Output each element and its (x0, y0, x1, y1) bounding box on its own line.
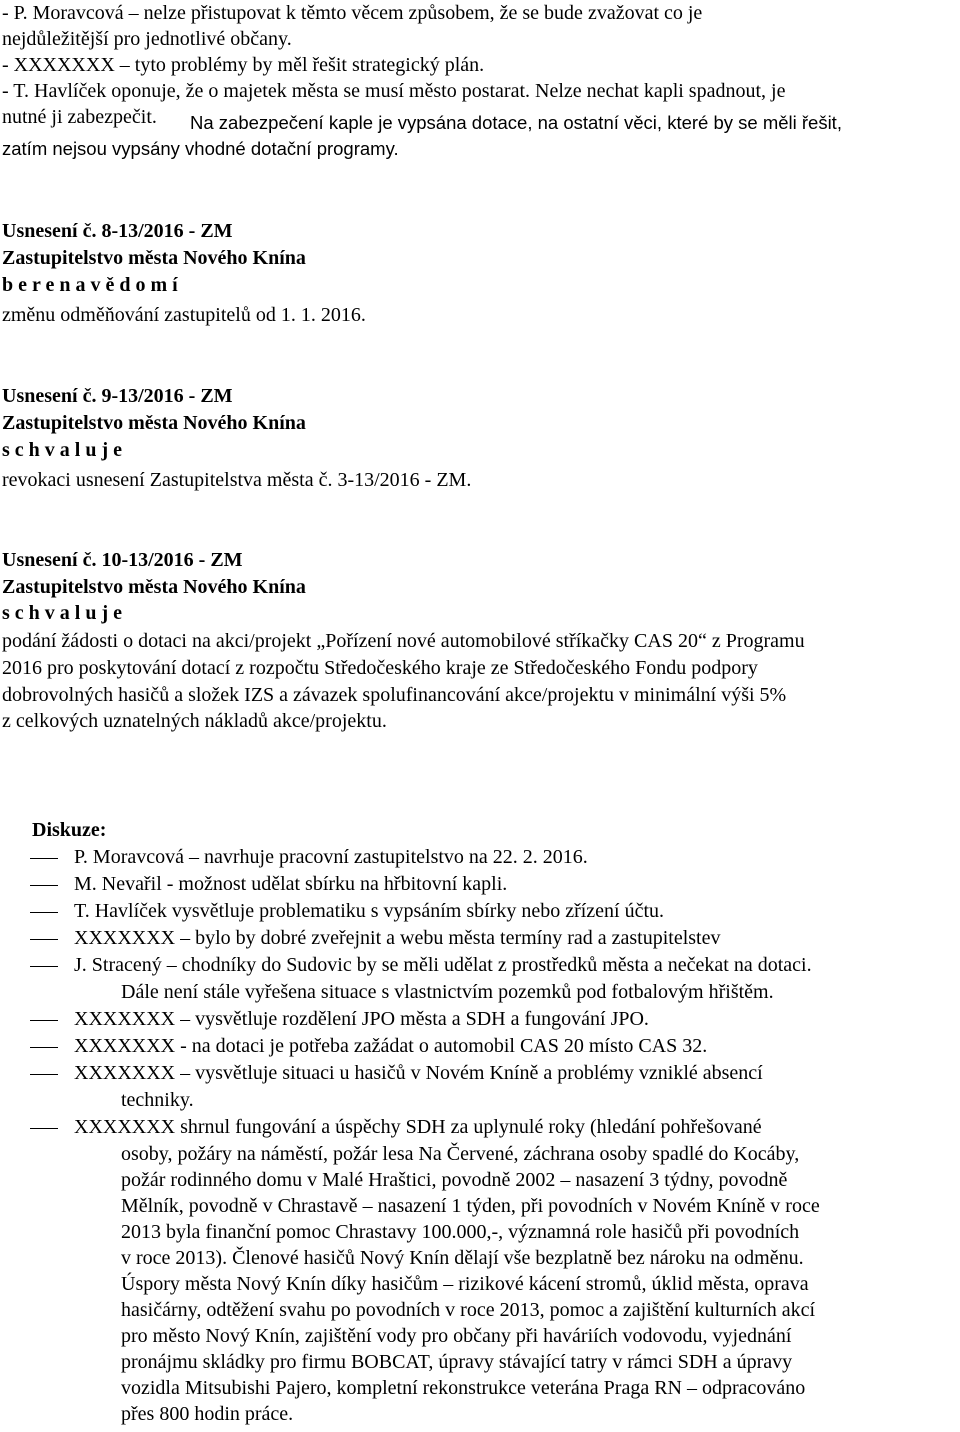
discussion-item: XXXXXXX - na dotaci je potřeba zažádat o automobil CAS 20 místo CAS 32. (74, 1035, 708, 1057)
discussion-item-continuation: techniky. (121, 1089, 194, 1111)
list-bullet (30, 1128, 58, 1129)
resolution-verb: s c h v a l u j e (2, 602, 122, 624)
discussion-item-continuation: vozidla Mitsubishi Pajero, kompletní rekonstrukce veterána Praga RN – odpracováno (121, 1377, 806, 1399)
resolution-number: Usnesení č. 9-13/2016 - ZM (2, 385, 233, 407)
discussion-item-continuation: Úspory města Nový Knín díky hasičům – rizikové kácení stromů, úklid města, oprava (121, 1273, 809, 1295)
discussion-item: XXXXXXX shrnul fungování a úspěchy SDH za uplynulé roky (hledání pohřešované (74, 1116, 762, 1138)
intro-line: zatím nejsou vypsány vhodné dotační programy. (2, 138, 399, 159)
resolution-text: z celkových uznatelných nákladů akce/projektu. (2, 710, 387, 732)
intro-line: nutné ji zabezpečit. (2, 106, 157, 128)
list-bullet (30, 885, 58, 886)
discussion-item: T. Havlíček vysvětluje problematiku s vypsáním sbírky nebo zřízení účtu. (74, 900, 665, 922)
list-bullet (30, 1074, 58, 1075)
list-bullet (30, 1047, 58, 1048)
discussion-item: M. Nevařil - možnost udělat sbírku na hřbitovní kapli. (74, 873, 508, 895)
resolution-verb: b e r e n a v ě d o m í (2, 274, 178, 296)
discussion-item-continuation: 2013 byla finanční pomoc Chrastavy 100.000,-, významná role hasičů při povodních (121, 1221, 800, 1243)
resolution-text: změnu odměňování zastupitelů od 1. 1. 2016. (2, 304, 366, 326)
resolution-body: Zastupitelstvo města Nového Knína (2, 412, 306, 434)
resolution-text: dobrovolných hasičů a složek IZS a závazek spolufinancování akce/projektu v minimální výši 5% (2, 684, 787, 706)
intro-line: - T. Havlíček oponuje, že o majetek města se musí město postarat. Nelze nechat kapli spadnout, je (2, 80, 786, 102)
resolution-number: Usnesení č. 10-13/2016 - ZM (2, 549, 243, 571)
discussion-heading: Diskuze: (32, 819, 107, 841)
discussion-item: XXXXXXX – vysvětluje situaci u hasičů v Novém Kníně a problémy vzniklé absencí (74, 1062, 763, 1084)
discussion-item-continuation: Dále není stále vyřešena situace s vlastnictvím pozemků pod fotbalovým hřištěm. (121, 981, 774, 1003)
discussion-item-continuation: pronájmu skládky pro firmu BOBCAT, úpravy stávající tatry v rámci SDH a úpravy (121, 1351, 793, 1373)
intro-line: nejdůležitější pro jednotlivé občany. (2, 28, 292, 50)
discussion-item: XXXXXXX – bylo by dobré zveřejnit a webu města termíny rad a zastupitelstev (74, 927, 721, 949)
list-bullet (30, 966, 58, 967)
discussion-item-continuation: v roce 2013). Členové hasičů Nový Knín dělají vše bezplatně bez nároku na odměnu. (121, 1247, 804, 1269)
discussion-item-continuation: požár rodinného domu v Malé Hraštici, povodně 2002 – nasazení 3 týdny, povodně (121, 1169, 788, 1191)
list-bullet (30, 1020, 58, 1021)
resolution-verb: s c h v a l u j e (2, 439, 122, 461)
list-bullet (30, 912, 58, 913)
resolution-body: Zastupitelstvo města Nového Knína (2, 576, 306, 598)
discussion-item-continuation: osoby, požáry na náměstí, požár lesa Na Červené, záchrana osoby spadlé do Kocáby, (121, 1143, 800, 1165)
resolution-body: Zastupitelstvo města Nového Knína (2, 247, 306, 269)
discussion-item-continuation: pro město Nový Knín, zajištění vody pro občany při haváriích vodovodu, vyjednání (121, 1325, 792, 1347)
discussion-item-continuation: hasičárny, odtěžení svahu po povodních v roce 2013, pomoc a zajištění kulturních akcí (121, 1299, 816, 1321)
list-bullet (30, 858, 58, 859)
resolution-text: podání žádosti o dotaci na akci/projekt „Pořízení nové automobilové stříkačky CAS 20“ z Programu (2, 630, 805, 652)
discussion-item-continuation: přes 800 hodin práce. (121, 1403, 294, 1425)
resolution-text: 2016 pro poskytování dotací z rozpočtu Středočeského kraje ze Středočeského Fondu podpory (2, 657, 758, 679)
discussion-item-continuation: Mělník, povodně v Chrastavě – nasazení 1 týden, při povodních v Novém Kníně v roce (121, 1195, 820, 1217)
discussion-item: P. Moravcová – navrhuje pracovní zastupitelstvo na 22. 2. 2016. (74, 846, 588, 868)
discussion-item: J. Stracený – chodníky do Sudovic by se měli udělat z prostředků města a nečekat na dotaci. (74, 954, 812, 976)
intro-line: - P. Moravcová – nelze přistupovat k těmto věcem způsobem, že se bude zvažovat co je (2, 2, 703, 24)
resolution-text: revokaci usnesení Zastupitelstva města č. 3-13/2016 - ZM. (2, 469, 472, 491)
discussion-item: XXXXXXX – vysvětluje rozdělení JPO města a SDH a fungování JPO. (74, 1008, 649, 1030)
list-bullet (30, 939, 58, 940)
resolution-number: Usnesení č. 8-13/2016 - ZM (2, 220, 233, 242)
intro-line: Na zabezpečení kaple je vypsána dotace, na ostatní věci, které by se měli řešit, (190, 112, 842, 133)
intro-line: - XXXXXXX – tyto problémy by měl řešit strategický plán. (2, 54, 485, 76)
